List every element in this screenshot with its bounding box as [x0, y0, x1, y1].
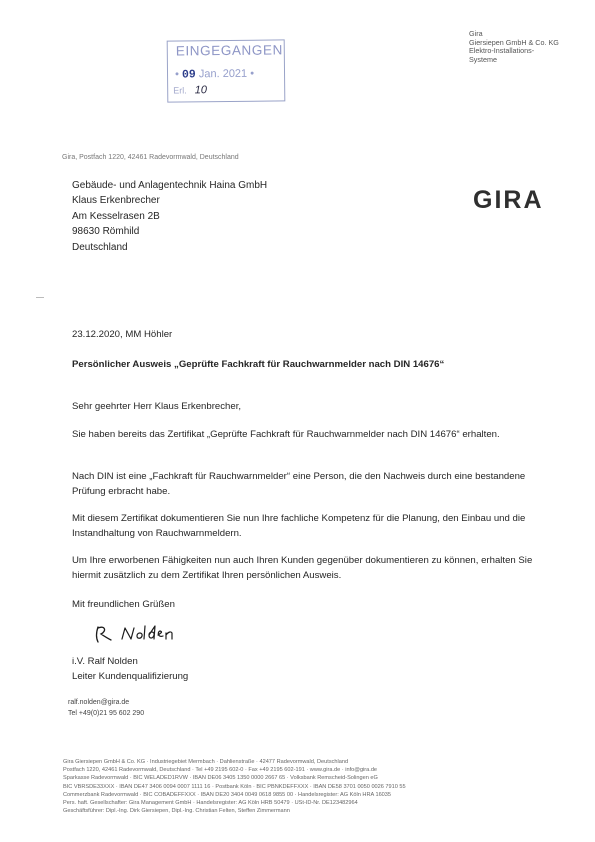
contact-block: [68, 697, 144, 719]
signer-title: Leiter Kundenqualifizierung: [72, 671, 189, 682]
letter-salutation: Sehr geehrter Herr Klaus Erkenbrecher,: [72, 401, 242, 412]
footer-line: BIC VBRSDE33XXX · IBAN DE47 3406 0094 0007 1111 16 · Postbank Köln · BIC PBNKDEFFXXX · IBAN DE58 3701 0050 0026 7910 55: [63, 783, 406, 790]
letter-paragraph: Mit diesem Zertifikat dokumentieren Sie nun Ihre fachliche Kompetenz für die Planung, den Einbau und die Instandhaltung von Rauchwarnmeldern.: [72, 513, 526, 539]
recipient-line: Klaus Erkenbrecher: [72, 195, 160, 207]
footer-line: Sparkasse Radevormwald · BIC WELADED1RVW · IBAN DE06 3405 1350 0000 2667 65 · Volksbank Remscheid-Solingen eG: [63, 775, 378, 782]
recipient-line: 98630 Römhild: [72, 226, 140, 238]
recipient-line: Deutschland: [72, 241, 128, 253]
footer-line: Gira Giersiepen GmbH & Co. KG · Industriegebiet Mermbach · Dahlienstraße · 42477 Radevormwald, Deutschland: [63, 759, 349, 765]
stamp-date-rest: Jan. 2021 •: [195, 67, 255, 81]
company-line: Systeme: [469, 54, 497, 64]
company-address-block: [469, 30, 559, 64]
contact-phone: Tel +49(0)21 95 602 290: [68, 710, 145, 717]
fold-mark: [36, 297, 44, 298]
stamp-title: EINGEGANGEN: [175, 42, 283, 59]
recipient-line: Gebäude- und Anlagentechnik Haina GmbH: [72, 180, 268, 191]
stamp-date-prefix: •: [174, 68, 183, 81]
stamp-ref-value: 10: [194, 84, 208, 97]
recipient-line: Am Kesselrasen 2B: [72, 210, 160, 222]
company-line: Gira: [469, 29, 483, 38]
company-line: Giersiepen GmbH & Co. KG: [469, 37, 559, 47]
handwritten-signature: [92, 623, 192, 645]
letter-paragraph: Sie haben bereits das Zertifikat „Geprüfte Fachkraft für Rauchwarnmelder nach DIN 14676“ erhalten.: [72, 429, 500, 440]
signer-name: i.V. Ralf Nolden: [72, 656, 138, 667]
company-line: Elektro-Installations-: [469, 46, 535, 56]
letter-date-line: 23.12.2020, MM Höhler: [72, 329, 173, 340]
letter-paragraph: Nach DIN ist eine „Fachkraft für Rauchwarnmelder“ eine Person, die den Nachweis durch eine bestandene Prüfung erbracht habe.: [72, 471, 526, 497]
stamp-ref-label: Erl.: [173, 85, 187, 96]
letter-subject: Persönlicher Ausweis „Geprüfte Fachkraft für Rauchwarnmelder nach DIN 14676“: [72, 359, 445, 370]
stamp-date: [175, 68, 254, 82]
stamp-reference: [173, 84, 207, 96]
gira-logo: GIRA: [473, 186, 544, 214]
recipient-address: [72, 178, 267, 255]
footer-line: Commerzbank Radevormwald · BIC COBADEFFXXX · IBAN DE20 3404 0049 0618 9855 00 · Handelsregister: AG Köln HRA 16035: [63, 791, 392, 798]
footer-line: Postfach 1220, 42461 Radevormwald, Deutschland · Tel +49 2195 602-0 · Fax +49 2195 602-191 · www.gira.de · info@gira.de: [63, 767, 378, 774]
contact-email: ralf.nolden@gira.de: [68, 699, 130, 706]
stamp-date-day: 09: [181, 68, 196, 82]
received-stamp: [167, 39, 286, 102]
sender-return-line: Gira, Postfach 1220, 42461 Radevormwald, Deutschland: [62, 154, 239, 161]
letter-paragraph: Um Ihre erworbenen Fähigkeiten nun auch Ihren Kunden gegenüber dokumentieren zu können, erhalten Sie hiermit zusätzlich zu dem Zertifikat Ihren persönlichen Ausweis.: [72, 555, 533, 581]
letter-closing: Mit freundlichen Grüßen: [72, 599, 175, 610]
legal-footer: [63, 758, 543, 815]
footer-line: Geschäftsführer: Dipl.-Ing. Dirk Giersiepen, Dipl.-Ing. Christian Felten, Steffen Zimmermann: [63, 808, 290, 815]
footer-line: Pers. haft. Gesellschafter: Gira Management GmbH · Handelsregister: AG Köln HRB 50479 · USt-ID-Nr. DE123482964: [63, 800, 358, 807]
signer-block: [72, 654, 188, 684]
